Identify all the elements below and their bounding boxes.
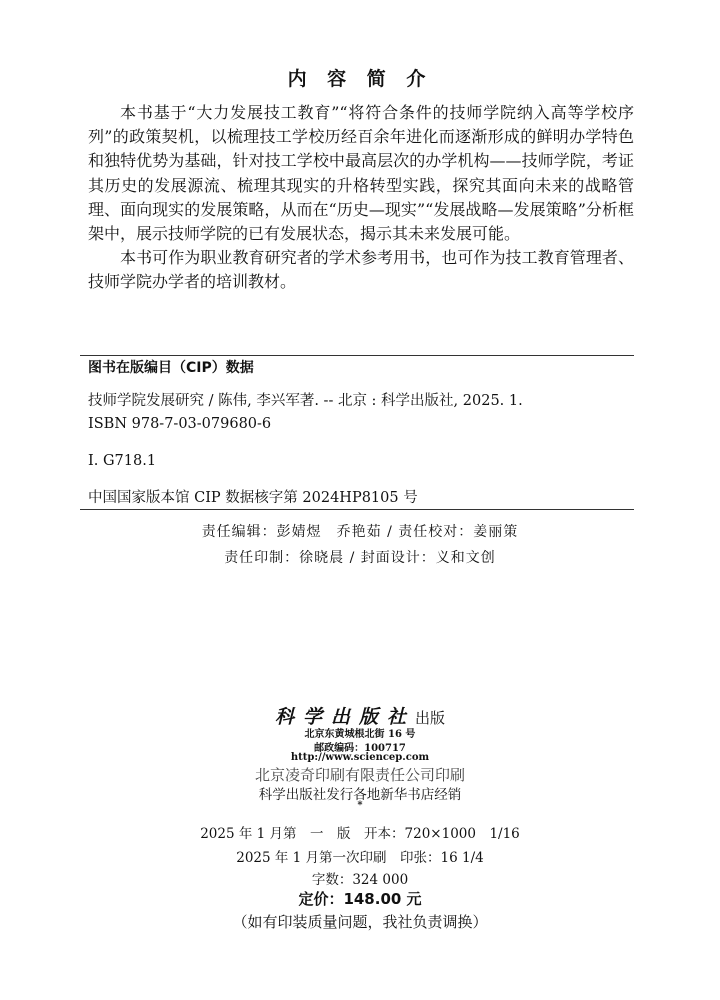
distribution-line: 科学出版社发行各地新华书店经销 [258, 787, 462, 803]
cip-top-rule [80, 355, 634, 356]
production-credits: 责任印制：徐晓晨 / 封面设计：义和文创 [224, 550, 496, 566]
edition-line: 2025 年 1 月第 一 版 开本：720×1000 1/16 [200, 826, 520, 842]
separator-asterisk: * [357, 800, 363, 811]
publisher-address: 北京东黄城根北街 16 号 [304, 729, 416, 740]
word-count: 字数：324 000 [311, 872, 409, 888]
editor-credits: 责任编辑：彭婧煜 乔艳茹 / 责任校对：姜丽策 [201, 524, 519, 540]
cip-record-number: 中国国家版本馆 CIP 数据核字第 2024HP8105 号 [88, 490, 418, 506]
publisher-website: http://www.sciencep.com [290, 752, 430, 763]
publisher-postcode: 邮政编码：100717 [314, 743, 406, 754]
price: 定价：148.00 元 [298, 890, 422, 908]
intro-paragraph-2: 本书可作为职业教育研究者的学术参考用书，也可作为技工教育管理者、技师学院办学者的培训教材。 [88, 248, 634, 292]
printer-line: 北京凌奇印刷有限责任公司印刷 [254, 766, 465, 784]
intro-paragraph-1: 本书基于“大力发展技工教育”“将符合条件的技师学院纳入高等学校序列”的政策契机，以梳理技工学校历经百余年进化而逐渐形成的鲜明办学特色和独特优势为基础，针对技工学校中最高层次的办学机构——技师学院，考证其历史的发展源流、梳理其现实的升格转型实践，探究其面向未来的战略管理、面向现实的发展策略，从而在“历史—现实”“发展战略—发展策略”分析框架中，展示技师学院的已有发展状态，揭示其未来发展可能。 [88, 103, 634, 244]
cip-bottom-rule [80, 509, 634, 510]
quality-note: （如有印装质量问题，我社负责调换） [232, 913, 488, 931]
publisher-logotype: 科学出版社 [274, 706, 415, 728]
publisher-suffix: 出版 [415, 709, 446, 727]
cip-bibliographic-line: 技师学院发展研究 / 陈伟, 李兴军著. -- 北京 : 科学出版社, 2025. 1. [88, 393, 523, 409]
cip-isbn: ISBN 978-7-03-079680-6 [88, 416, 272, 432]
page-title: 内 容 简 介 [287, 68, 433, 90]
intro-text [88, 101, 634, 295]
cip-classification: Ⅰ. G718.1 [88, 453, 157, 469]
cip-heading: 图书在版编目（CIP）数据 [88, 360, 254, 376]
printing-line: 2025 年 1 月第一次印刷 印张：16 1/4 [236, 850, 484, 866]
